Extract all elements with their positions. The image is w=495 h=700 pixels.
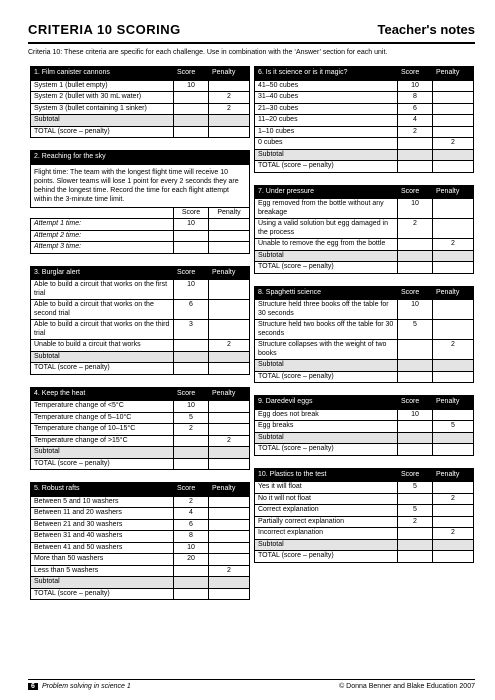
subtotal-penalty-cell[interactable] xyxy=(209,577,250,589)
subtotal-penalty-cell[interactable] xyxy=(209,447,250,459)
criterion-label: Attempt 3 time: xyxy=(31,242,174,254)
table-row xyxy=(255,482,474,494)
criterion-label: 21–30 cubes xyxy=(255,103,398,115)
penalty-cell[interactable] xyxy=(209,219,250,231)
score-cell[interactable]: 3 xyxy=(174,320,209,340)
table-row xyxy=(31,242,250,254)
total-score-cell[interactable] xyxy=(398,371,433,383)
table-row xyxy=(255,340,474,360)
subtotal-label: Subtotal xyxy=(255,432,398,444)
score-cell[interactable]: 20 xyxy=(174,554,209,566)
section-title: 9. Daredevil eggs xyxy=(255,396,398,410)
score-header: Score xyxy=(398,185,433,199)
score-cell[interactable] xyxy=(174,242,209,254)
penalty-cell[interactable] xyxy=(209,531,250,543)
score-cell[interactable] xyxy=(174,103,209,115)
table-row xyxy=(255,80,474,92)
penalty-cell[interactable]: 2 xyxy=(433,493,474,505)
score-cell[interactable]: 10 xyxy=(398,199,433,219)
table-row xyxy=(255,239,474,251)
penalty-cell[interactable] xyxy=(209,542,250,554)
penalty-cell[interactable]: 2 xyxy=(433,239,474,251)
score-cell[interactable]: 6 xyxy=(174,519,209,531)
score-header: Score xyxy=(174,67,209,81)
criterion-label: Able to build a circuit that works on the third trial xyxy=(31,320,174,340)
score-cell[interactable] xyxy=(398,138,433,150)
penalty-cell[interactable] xyxy=(209,80,250,92)
section-description: Flight time: The team with the longest flight time will receive 10 points. Slower teams will lose 1 point for every 2 seconds they are behind the longest time. Record the time for each flight attempt within the 3-minute time limit. xyxy=(31,164,250,207)
criterion-label: Between 11 and 20 washers xyxy=(31,508,174,520)
subtotal-score-cell[interactable] xyxy=(398,149,433,161)
total-label: TOTAL (score – penalty) xyxy=(31,363,174,375)
total-penalty-cell[interactable] xyxy=(209,458,250,470)
table-row xyxy=(255,516,474,528)
criterion-label: Attempt 2 time: xyxy=(31,230,174,242)
criterion-label: Less than 5 washers xyxy=(31,565,174,577)
score-header: Score xyxy=(398,468,433,482)
table-row xyxy=(255,493,474,505)
table-under-pressure xyxy=(254,185,474,274)
score-cell[interactable]: 8 xyxy=(398,92,433,104)
penalty-cell[interactable] xyxy=(209,519,250,531)
table-row xyxy=(31,565,250,577)
penalty-cell[interactable]: 2 xyxy=(209,565,250,577)
table-row xyxy=(255,115,474,127)
score-cell[interactable]: 2 xyxy=(398,126,433,138)
criterion-label: Temperature change of 10–15°C xyxy=(31,424,174,436)
criterion-label: Able to build a circuit that works on the first trial xyxy=(31,280,174,300)
table-spaghetti-science xyxy=(254,286,474,384)
table-row xyxy=(255,505,474,517)
section-title: 4. Keep the heat xyxy=(31,387,174,401)
score-header: Score xyxy=(174,266,209,280)
score-cell[interactable]: 10 xyxy=(398,409,433,421)
table-row xyxy=(31,401,250,413)
table-row xyxy=(255,421,474,433)
subtotal-label: Subtotal xyxy=(31,447,174,459)
criterion-label: Temperature change of 5–10°C xyxy=(31,412,174,424)
intro-text: Criteria 10: These criteria are specific for each challenge. Use in combination with the ‘Answer’ section for each unit. xyxy=(28,49,388,56)
table-row xyxy=(31,554,250,566)
score-cell[interactable] xyxy=(398,340,433,360)
table-row xyxy=(255,92,474,104)
criterion-label: 0 cubes xyxy=(255,138,398,150)
total-penalty-cell[interactable] xyxy=(209,363,250,375)
table-row xyxy=(31,424,250,436)
table-reaching-for-the-sky xyxy=(30,150,250,254)
total-score-cell[interactable] xyxy=(398,161,433,173)
criterion-label: Structure held three books off the table for 30 seconds xyxy=(255,300,398,320)
criterion-label: Incorrect explanation xyxy=(255,528,398,540)
penalty-header: Penalty xyxy=(433,468,474,482)
table-row xyxy=(31,103,250,115)
penalty-cell[interactable] xyxy=(433,409,474,421)
score-header: Score xyxy=(174,207,209,219)
penalty-cell[interactable] xyxy=(209,242,250,254)
table-row xyxy=(31,320,250,340)
subtotal-score-cell[interactable] xyxy=(398,432,433,444)
subtotal-score-cell[interactable] xyxy=(398,360,433,372)
score-cell[interactable] xyxy=(398,421,433,433)
penalty-header: Penalty xyxy=(209,387,250,401)
section-title: 5. Robust rafts xyxy=(31,483,174,497)
table-row xyxy=(255,138,474,150)
subtotal-penalty-cell[interactable] xyxy=(433,432,474,444)
total-label: TOTAL (score – penalty) xyxy=(255,371,398,383)
score-cell[interactable]: 10 xyxy=(398,300,433,320)
criterion-label: Temperature change of <5°C xyxy=(31,401,174,413)
criterion-label: 31–40 cubes xyxy=(255,92,398,104)
penalty-cell[interactable] xyxy=(209,300,250,320)
subtotal-score-cell[interactable] xyxy=(398,539,433,551)
criterion-label: 1–10 cubes xyxy=(255,126,398,138)
penalty-cell[interactable] xyxy=(433,505,474,517)
score-cell[interactable]: 6 xyxy=(174,300,209,320)
penalty-cell[interactable]: 2 xyxy=(209,103,250,115)
penalty-cell[interactable] xyxy=(209,320,250,340)
penalty-cell[interactable] xyxy=(433,199,474,219)
subtotal-label: Subtotal xyxy=(255,360,398,372)
total-label: TOTAL (score – penalty) xyxy=(255,551,398,563)
criterion-label: Unable to remove the egg from the bottle xyxy=(255,239,398,251)
penalty-cell[interactable]: 2 xyxy=(433,138,474,150)
criterion-label: Between 5 and 10 washers xyxy=(31,496,174,508)
criterion-label: System 1 (bullet empty) xyxy=(31,80,174,92)
score-cell[interactable]: 4 xyxy=(398,115,433,127)
criterion-label: Between 21 and 30 washers xyxy=(31,519,174,531)
total-label: TOTAL (score – penalty) xyxy=(255,444,398,456)
penalty-header: Penalty xyxy=(209,266,250,280)
right-column xyxy=(254,66,474,575)
criterion-label: 41–50 cubes xyxy=(255,80,398,92)
penalty-cell[interactable] xyxy=(433,482,474,494)
table-burglar-alert xyxy=(30,266,250,375)
left-column xyxy=(30,66,250,612)
criterion-label: Yes it will float xyxy=(255,482,398,494)
subtotal-label: Subtotal xyxy=(255,539,398,551)
table-row xyxy=(31,80,250,92)
table-keep-the-heat xyxy=(30,387,250,471)
table-row xyxy=(31,412,250,424)
section-title: 3. Burglar alert xyxy=(31,266,174,280)
score-cell[interactable]: 10 xyxy=(174,401,209,413)
score-cell[interactable]: 5 xyxy=(174,412,209,424)
page-header xyxy=(28,22,475,44)
score-cell[interactable]: 2 xyxy=(174,496,209,508)
penalty-cell[interactable] xyxy=(433,80,474,92)
subtotal-penalty-cell[interactable] xyxy=(433,539,474,551)
criterion-label: Structure collapses with the weight of two books xyxy=(255,340,398,360)
table-row xyxy=(255,103,474,115)
subtotal-score-cell[interactable] xyxy=(174,577,209,589)
score-cell[interactable]: 10 xyxy=(174,219,209,231)
criterion-label: Able to build a circuit that works on the second trial xyxy=(31,300,174,320)
penalty-cell[interactable] xyxy=(433,516,474,528)
total-label: TOTAL (score – penalty) xyxy=(255,262,398,274)
total-label: TOTAL (score – penalty) xyxy=(31,588,174,600)
table-row xyxy=(255,528,474,540)
criterion-label: Egg does not break xyxy=(255,409,398,421)
page-number: 6 xyxy=(28,683,38,690)
table-row xyxy=(255,199,474,219)
table-row xyxy=(31,300,250,320)
penalty-cell[interactable] xyxy=(209,412,250,424)
table-row xyxy=(31,230,250,242)
score-cell[interactable]: 8 xyxy=(174,531,209,543)
subtotal-penalty-cell[interactable] xyxy=(433,250,474,262)
table-daredevil-eggs xyxy=(254,395,474,456)
table-row xyxy=(31,508,250,520)
score-header: Score xyxy=(398,67,433,81)
table-row xyxy=(31,519,250,531)
table-robust-rafts xyxy=(30,482,250,600)
score-cell[interactable]: 5 xyxy=(398,482,433,494)
section-title: 2. Reaching for the sky xyxy=(31,151,250,165)
subtotal-score-cell[interactable] xyxy=(398,250,433,262)
penalty-cell[interactable] xyxy=(433,126,474,138)
penalty-cell[interactable] xyxy=(433,103,474,115)
penalty-cell[interactable]: 2 xyxy=(209,92,250,104)
total-penalty-cell[interactable] xyxy=(433,262,474,274)
criterion-label: Partially correct explanation xyxy=(255,516,398,528)
table-film-canister-cannons xyxy=(30,66,250,138)
total-score-cell[interactable] xyxy=(398,262,433,274)
penalty-header: Penalty xyxy=(433,286,474,300)
score-cell[interactable] xyxy=(398,493,433,505)
section-title: 8. Spaghetti science xyxy=(255,286,398,300)
total-score-cell[interactable] xyxy=(174,363,209,375)
score-header: Score xyxy=(398,396,433,410)
total-label: TOTAL (score – penalty) xyxy=(31,126,174,138)
score-cell[interactable] xyxy=(398,528,433,540)
penalty-cell[interactable] xyxy=(209,496,250,508)
score-header: Score xyxy=(174,387,209,401)
penalty-cell[interactable]: 2 xyxy=(433,528,474,540)
score-cell[interactable]: 5 xyxy=(398,505,433,517)
penalty-cell[interactable] xyxy=(433,92,474,104)
penalty-header: Penalty xyxy=(209,207,250,219)
criterion-label: Temperature change of >15°C xyxy=(31,435,174,447)
criterion-label: System 2 (bullet with 30 mL water) xyxy=(31,92,174,104)
total-penalty-cell[interactable] xyxy=(433,444,474,456)
score-cell[interactable]: 2 xyxy=(398,516,433,528)
criterion-label: Attempt 1 time: xyxy=(31,219,174,231)
score-cell[interactable]: 2 xyxy=(174,424,209,436)
subtotal-label: Subtotal xyxy=(31,351,174,363)
total-penalty-cell[interactable] xyxy=(433,371,474,383)
copyright: © Donna Benner and Blake Education 2007 xyxy=(339,683,475,690)
penalty-cell[interactable] xyxy=(209,554,250,566)
total-penalty-cell[interactable] xyxy=(433,551,474,563)
total-score-cell[interactable] xyxy=(398,551,433,563)
score-cell[interactable]: 10 xyxy=(174,280,209,300)
teachers-notes-label: Teacher's notes xyxy=(377,22,475,37)
page-title: CRITERIA 10 SCORING xyxy=(28,22,181,37)
page-footer xyxy=(28,679,475,694)
penalty-cell[interactable] xyxy=(209,280,250,300)
subtotal-score-cell[interactable] xyxy=(174,115,209,127)
table-row xyxy=(255,219,474,239)
table-row xyxy=(31,542,250,554)
table-row xyxy=(31,496,250,508)
criterion-label: System 3 (bullet containing 1 sinker) xyxy=(31,103,174,115)
subtotal-penalty-cell[interactable] xyxy=(209,351,250,363)
subtotal-label: Subtotal xyxy=(255,250,398,262)
penalty-cell[interactable]: 2 xyxy=(209,435,250,447)
penalty-header: Penalty xyxy=(433,396,474,410)
total-penalty-cell[interactable] xyxy=(209,588,250,600)
penalty-cell[interactable] xyxy=(433,300,474,320)
score-header: Score xyxy=(174,483,209,497)
score-cell[interactable]: 10 xyxy=(174,542,209,554)
table-row xyxy=(31,280,250,300)
total-score-cell[interactable] xyxy=(174,458,209,470)
book-title: Problem solving in science 1 xyxy=(42,683,131,690)
score-cell[interactable]: 2 xyxy=(398,219,433,239)
criterion-label: Correct explanation xyxy=(255,505,398,517)
section-title: 10. Plastics to the test xyxy=(255,468,398,482)
penalty-cell[interactable] xyxy=(433,115,474,127)
score-cell[interactable]: 5 xyxy=(398,320,433,340)
subtotal-score-cell[interactable] xyxy=(174,351,209,363)
total-penalty-cell[interactable] xyxy=(209,126,250,138)
subtotal-penalty-cell[interactable] xyxy=(209,115,250,127)
penalty-cell[interactable] xyxy=(209,508,250,520)
score-cell[interactable]: 10 xyxy=(398,80,433,92)
total-score-cell[interactable] xyxy=(174,126,209,138)
table-row xyxy=(31,219,250,231)
criterion-label: Unable to build a circuit that works xyxy=(31,340,174,352)
total-score-cell[interactable] xyxy=(174,588,209,600)
table-row xyxy=(31,340,250,352)
penalty-header: Penalty xyxy=(209,67,250,81)
score-cell[interactable]: 4 xyxy=(174,508,209,520)
table-row xyxy=(255,409,474,421)
table-row xyxy=(255,300,474,320)
score-cell[interactable] xyxy=(174,435,209,447)
subtotal-label: Subtotal xyxy=(31,577,174,589)
penalty-header: Penalty xyxy=(209,483,250,497)
penalty-cell[interactable] xyxy=(209,401,250,413)
penalty-cell[interactable]: 2 xyxy=(433,340,474,360)
total-label: TOTAL (score – penalty) xyxy=(255,161,398,173)
criterion-label: Using a valid solution but egg damaged in the process xyxy=(255,219,398,239)
criterion-label: Egg removed from the bottle without any breakage xyxy=(255,199,398,219)
score-cell[interactable] xyxy=(174,92,209,104)
criterion-label: Egg breaks xyxy=(255,421,398,433)
section-title: 7. Under pressure xyxy=(255,185,398,199)
penalty-cell[interactable]: 2 xyxy=(209,340,250,352)
penalty-cell[interactable] xyxy=(433,320,474,340)
penalty-cell[interactable] xyxy=(209,230,250,242)
table-row xyxy=(31,92,250,104)
total-penalty-cell[interactable] xyxy=(433,161,474,173)
criterion-label: Between 41 and 50 washers xyxy=(31,542,174,554)
penalty-cell[interactable] xyxy=(209,424,250,436)
penalty-cell[interactable]: 5 xyxy=(433,421,474,433)
score-header: Score xyxy=(398,286,433,300)
table-row xyxy=(31,531,250,543)
criterion-label: Between 31 and 40 washers xyxy=(31,531,174,543)
subtotal-penalty-cell[interactable] xyxy=(433,149,474,161)
subtotal-label: Subtotal xyxy=(255,149,398,161)
score-cell[interactable]: 6 xyxy=(398,103,433,115)
score-cell[interactable] xyxy=(398,239,433,251)
score-cell[interactable] xyxy=(174,340,209,352)
criterion-label: No it will not float xyxy=(255,493,398,505)
criterion-label: Structure held two books off the table for 30 seconds xyxy=(255,320,398,340)
penalty-header: Penalty xyxy=(433,67,474,81)
score-cell[interactable] xyxy=(174,230,209,242)
score-cell[interactable]: 10 xyxy=(174,80,209,92)
penalty-header: Penalty xyxy=(433,185,474,199)
subtotal-score-cell[interactable] xyxy=(174,447,209,459)
table-row xyxy=(255,320,474,340)
table-row xyxy=(31,435,250,447)
section-title: 1. Film canister cannons xyxy=(31,67,174,81)
penalty-cell[interactable] xyxy=(433,219,474,239)
table-plastics-to-the-test xyxy=(254,468,474,563)
subtotal-label: Subtotal xyxy=(31,115,174,127)
subtotal-penalty-cell[interactable] xyxy=(433,360,474,372)
total-score-cell[interactable] xyxy=(398,444,433,456)
criterion-label: More than 50 washers xyxy=(31,554,174,566)
section-title: 6. Is it science or is it magic? xyxy=(255,67,398,81)
table-science-or-magic xyxy=(254,66,474,173)
total-label: TOTAL (score – penalty) xyxy=(31,458,174,470)
score-cell[interactable] xyxy=(174,565,209,577)
criterion-label: 11–20 cubes xyxy=(255,115,398,127)
table-row xyxy=(255,126,474,138)
